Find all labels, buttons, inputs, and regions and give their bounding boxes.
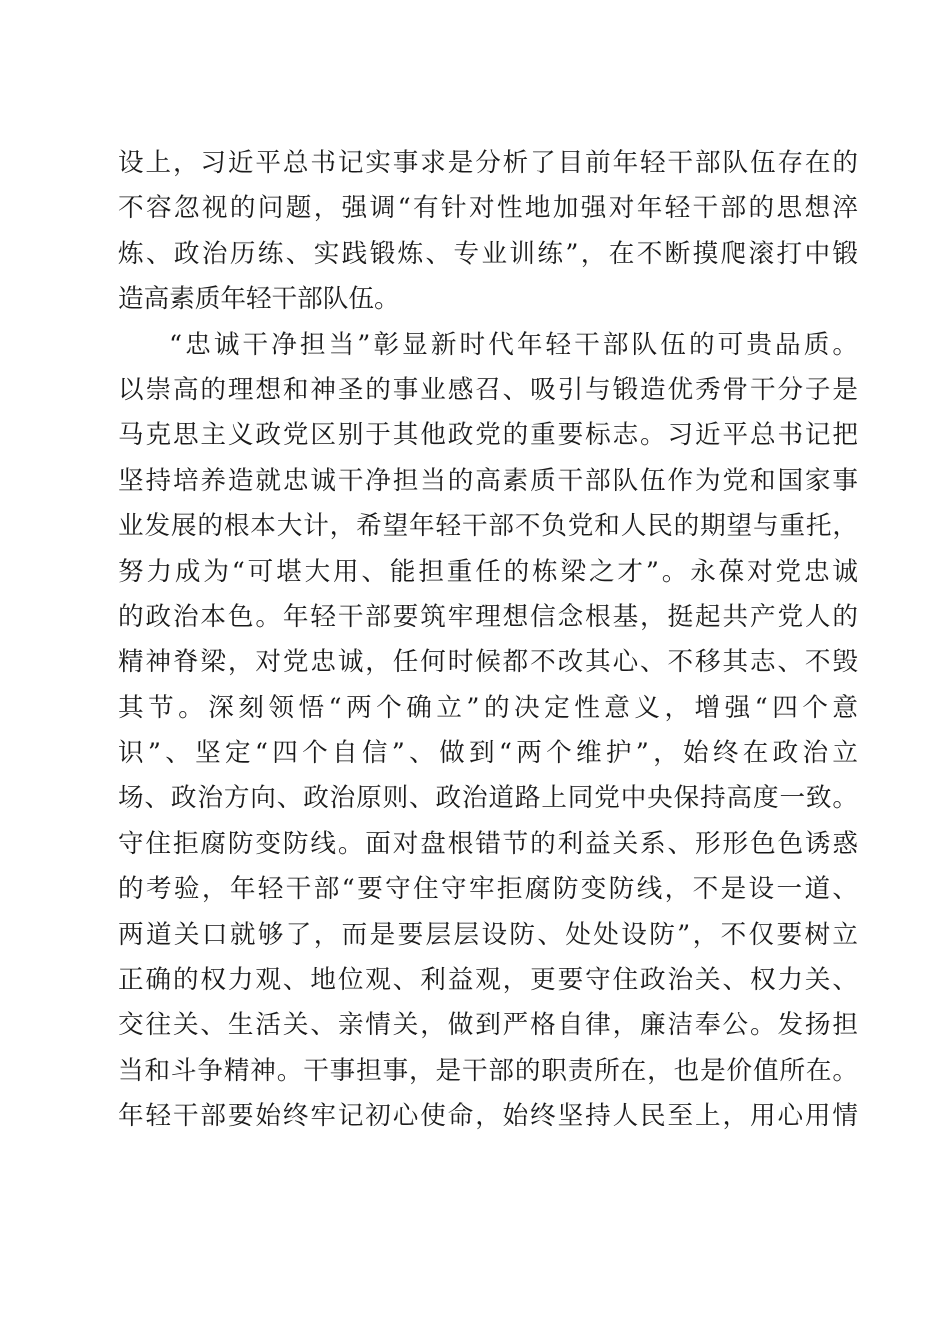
text-line: 不容忽视的问题，强调“有针对性地加强对年轻干部的思想淬 [118,193,858,224]
text-line: 识”、坚定“四个自信”、做到“两个维护”，始终在政治立 [118,738,858,769]
text-line: 正确的权力观、地位观、利益观，更要守住政治关、权力关、 [118,965,858,996]
text-line: 两道关口就够了，而是要层层设防、处处设防”，不仅要树立 [118,919,858,950]
text-line: 努力成为“可堪大用、能担重任的栋梁之才”。永葆对党忠诚 [118,556,858,587]
text-line: 炼、政治历练、实践锻炼、专业训练”，在不断摸爬滚打中锻 [118,238,858,269]
text-line: 精神脊梁，对党忠诚，任何时候都不改其心、不移其志、不毁 [118,647,858,678]
text-line: 的政治本色。年轻干部要筑牢理想信念根基，挺起共产党人的 [118,601,858,632]
text-line: 业发展的根本大计，希望年轻干部不负党和人民的期望与重托， [118,511,858,542]
text-line: 守住拒腐防变防线。面对盘根错节的利益关系、形形色色诱惑 [118,828,858,859]
text-line: 设上，习近平总书记实事求是分析了目前年轻干部队伍存在的 [118,148,858,178]
text-line: 坚持培养造就忠诚干净担当的高素质干部队伍作为党和国家事 [118,465,858,496]
paragraph-end-line: 造高素质年轻干部队伍。 [118,284,400,315]
text-line: 交往关、生活关、亲情关，做到严格自律，廉洁奉公。发扬担 [118,1010,858,1041]
text-line: 其节。深刻领悟“两个确立”的决定性意义，增强“四个意 [118,692,858,723]
paragraph-first-line: “忠诚干净担当”彰显新时代年轻干部队伍的可贵品质。 [169,329,858,360]
body-text [118,141,858,1140]
text-line: 当和斗争精神。干事担事，是干部的职责所在，也是价值所在。 [118,1055,858,1086]
text-line: 马克思主义政党区别于其他政党的重要标志。习近平总书记把 [118,420,858,451]
text-line: 的考验，年轻干部“要守住守牢拒腐防变防线，不是设一道、 [118,874,858,905]
text-line: 以崇高的理想和神圣的事业感召、吸引与锻造优秀骨干分子是 [118,374,858,405]
text-line: 场、政治方向、政治原则、政治道路上同党中央保持高度一致。 [118,783,858,814]
text-line: 年轻干部要始终牢记初心使命，始终坚持人民至上，用心用情 [118,1101,858,1132]
